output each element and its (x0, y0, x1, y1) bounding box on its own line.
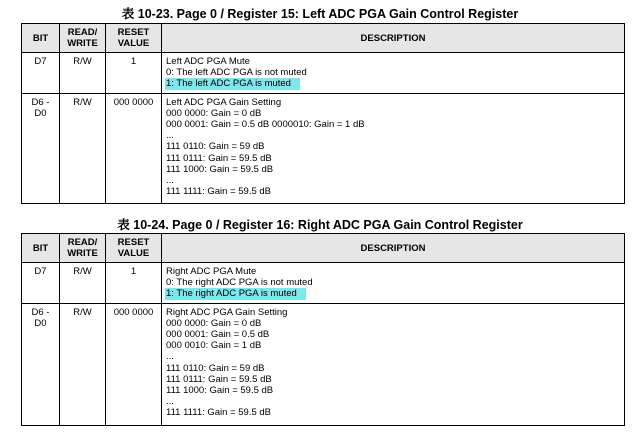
description-line: Left ADC PGA Gain Setting (166, 96, 282, 108)
read-write-cell: R/W (60, 53, 106, 94)
description-cell (162, 53, 625, 94)
header-description: DESCRIPTION (162, 234, 625, 263)
description-line: 000 0000: Gain = 0 dB (166, 107, 262, 119)
highlighted-text: 1: The right ADC PGA is muted (165, 288, 306, 299)
description-line: 111 1111: Gain = 59.5 dB (166, 186, 272, 198)
reset-value-cell: 1 (106, 263, 162, 304)
description-line: 111 0110: Gain = 59 dB (166, 362, 265, 374)
header-reset-value: RESET VALUE (106, 234, 162, 263)
header-bit: BIT (22, 24, 60, 53)
reset-value-cell: 1 (106, 53, 162, 94)
description-line: ... (166, 351, 174, 363)
description-line: ... (166, 130, 174, 142)
description-line: 0: The right ADC PGA is not muted (166, 277, 313, 289)
description-line: 000 0000: Gain = 0 dB (166, 317, 262, 329)
description-line: 111 1111: Gain = 59.5 dB (166, 407, 272, 419)
header-read-write: READ/ WRITE (60, 234, 106, 263)
read-write-cell: R/W (60, 93, 106, 203)
read-write-cell: R/W (60, 263, 106, 304)
header-row (22, 234, 625, 263)
table-row (22, 263, 625, 304)
description-line: 111 0110: Gain = 59 dB (166, 141, 265, 153)
description-line: 111 0111: Gain = 59.5 dB (166, 152, 272, 164)
description-line: ... (166, 396, 174, 408)
description-line: Left ADC PGA Mute (166, 56, 250, 67)
bit-cell: D6 - D0 (22, 303, 60, 425)
highlighted-text: 1: The left ADC PGA is muted (165, 78, 300, 89)
description-line: 0: The left ADC PGA is not muted (166, 67, 307, 79)
description-cell (162, 93, 625, 203)
description-line: 000 0001: Gain = 0.5 dB 0000010: Gain = 1 dB (166, 119, 365, 131)
header-reset-value: RESET VALUE (106, 24, 162, 53)
reset-value-cell: 000 0000 (106, 303, 162, 425)
table-caption-register-15: 表 10-23. Page 0 / Register 15: Left ADC PGA Gain Control Register (121, 7, 519, 21)
description-line: 000 0010: Gain = 1 dB (166, 340, 262, 352)
description-line: 111 1000: Gain = 59.5 dB (166, 163, 274, 175)
header-read-write: READ/ WRITE (60, 24, 106, 53)
description-cell (162, 303, 625, 425)
description-line: 111 0111: Gain = 59.5 dB (166, 373, 272, 385)
table-row (22, 93, 625, 203)
register-16-table (21, 233, 625, 426)
bit-cell: D6 - D0 (22, 93, 60, 203)
bit-cell: D7 (22, 263, 60, 304)
table-row (22, 303, 625, 425)
header-description: DESCRIPTION (162, 24, 625, 53)
table-row (22, 53, 625, 94)
description-line: 000 0001: Gain = 0.5 dB (166, 329, 270, 341)
description-line: ... (166, 175, 174, 187)
description-line: Right ADC PGA Mute (166, 266, 257, 277)
header-row (22, 24, 625, 53)
register-15-table (21, 23, 625, 204)
description-cell (162, 263, 625, 304)
table-caption-register-16: 表 10-24. Page 0 / Register 16: Right ADC PGA Gain Control Register (117, 218, 523, 232)
read-write-cell: R/W (60, 303, 106, 425)
description-line: 111 1000: Gain = 59.5 dB (166, 385, 274, 397)
description-line: Right ADC PGA Gain Setting (166, 306, 288, 318)
bit-cell: D7 (22, 53, 60, 94)
reset-value-cell: 000 0000 (106, 93, 162, 203)
header-bit: BIT (22, 234, 60, 263)
